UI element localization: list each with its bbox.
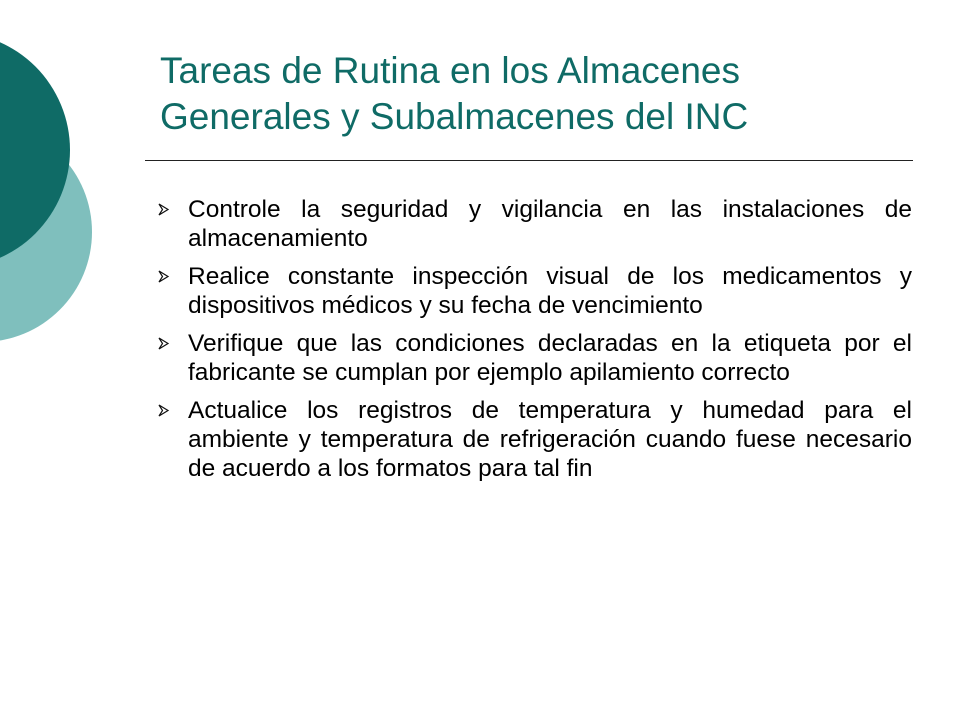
bullet-item [188, 396, 912, 483]
bullet-text: Verifique que las condiciones declaradas en la etiqueta por el fabricante se cumplan por ejemplo apilamiento correcto [188, 330, 912, 386]
decorative-circles [0, 0, 110, 400]
slide-title [160, 48, 920, 140]
bullet-list [188, 195, 912, 492]
arrowhead-bullet-icon [158, 270, 170, 283]
slide-title-line-2: Generales y Subalmacenes del INC [160, 96, 749, 137]
bullet-text: Realice constante inspección visual de los medicamentos y dispositivos médicos y su fecha de vencimiento [188, 263, 912, 319]
arrowhead-bullet-icon [158, 404, 170, 417]
bullet-text: Controle la seguridad y vigilancia en las instalaciones de almacenamiento [188, 196, 912, 252]
arrowhead-bullet-icon [158, 203, 170, 216]
title-divider [145, 160, 913, 161]
arrowhead-bullet-icon [158, 337, 170, 350]
bullet-item [188, 262, 912, 320]
bullet-text: Actualice los registros de temperatura y humedad para el ambiente y temperatura de refrigeración cuando fuese necesario de acuerdo a los formatos para tal fin [188, 397, 912, 482]
bullet-item [188, 195, 912, 253]
bullet-item [188, 329, 912, 387]
slide-title-line-1: Tareas de Rutina en los Almacenes [160, 50, 741, 91]
